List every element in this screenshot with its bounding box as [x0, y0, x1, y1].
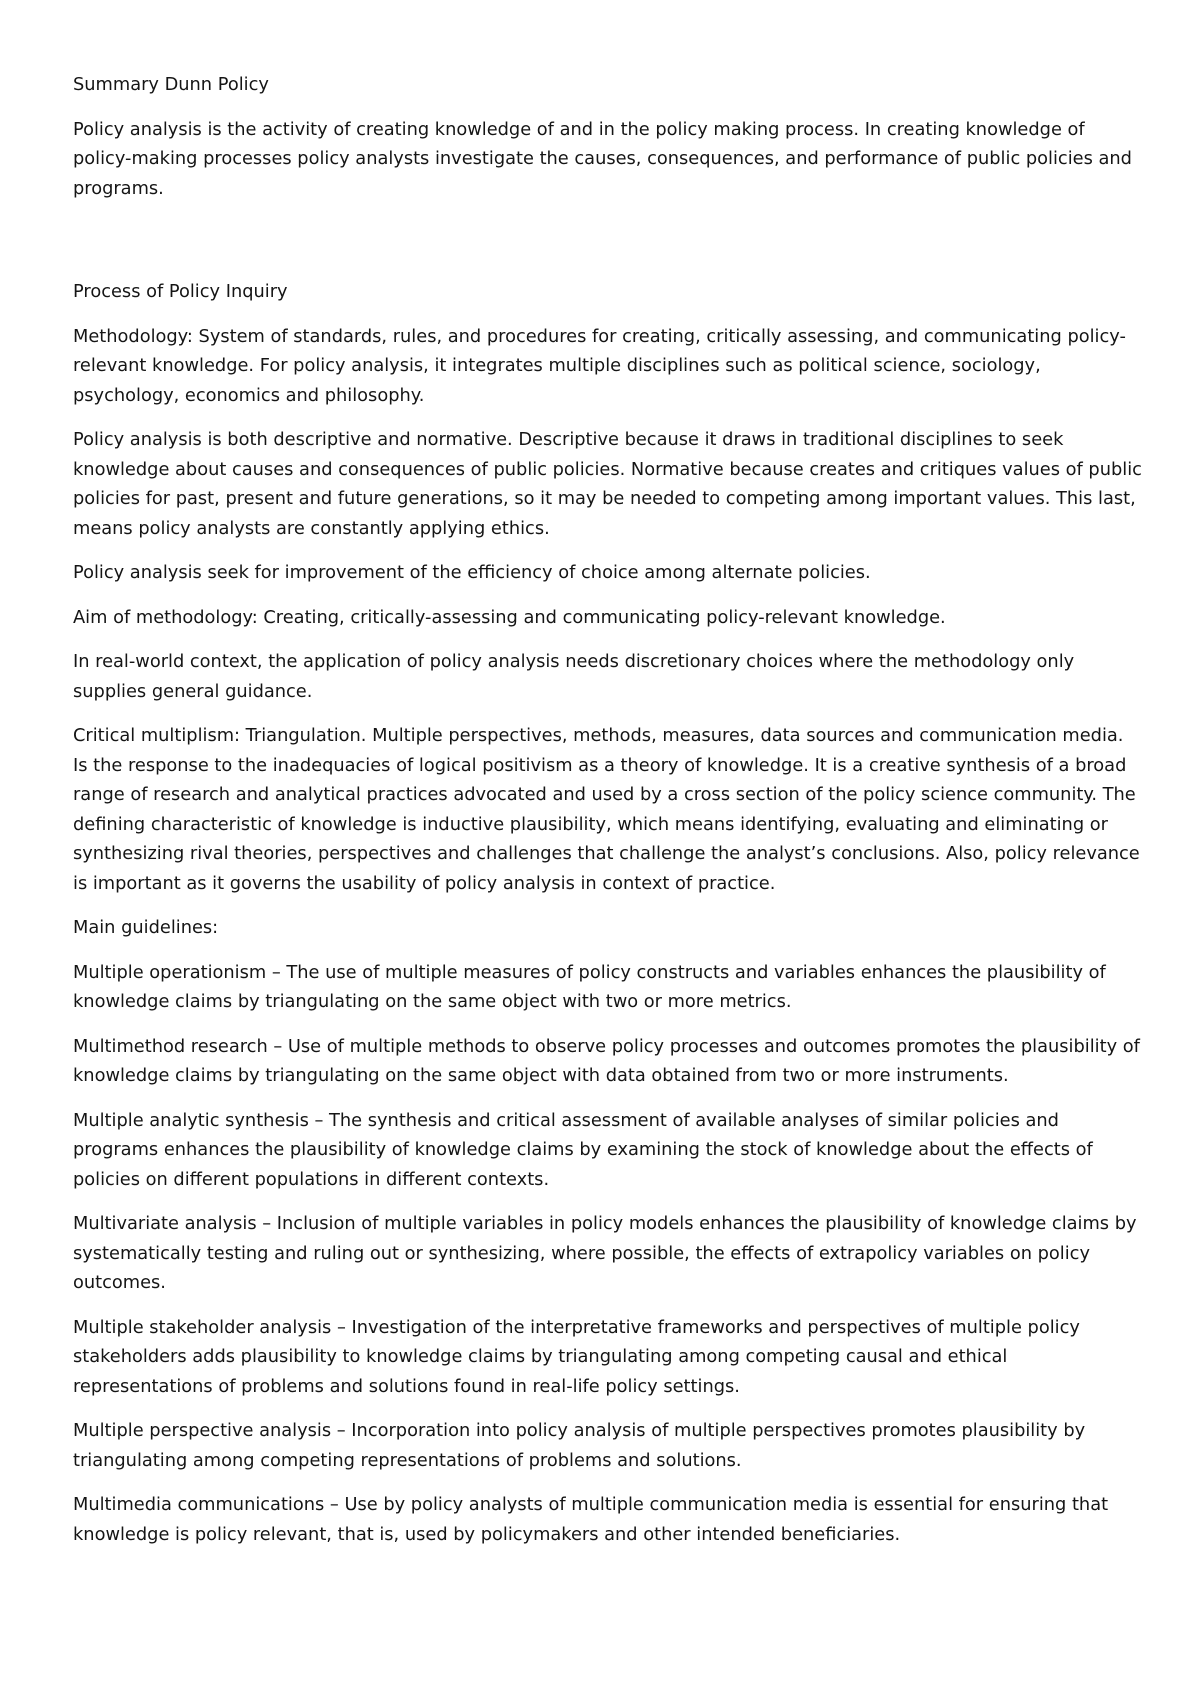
paragraph-descriptive-normative: Policy analysis is both descriptive and normative. Descriptive because it draws in traditional disciplines to seek knowledge about causes and consequences of public policies. Normative because creates and critiques values of public policies for past, present and future generations, so it may be needed to competing among important values. This last, means policy analysts are constantly applying ethics. — [73, 429, 1142, 539]
paragraph-multiple-perspective-analysis: Multiple perspective analysis – Incorporation into policy analysis of multiple perspectives promotes plausibility by triangulating among competing representations of problems and solutions. — [73, 1420, 1086, 1471]
paragraph-multivariate-analysis: Multivariate analysis – Inclusion of multiple variables in policy models enhances the plausibility of knowledge claims by systematically testing and ruling out or synthesizing, where possible, the effects of extrapolicy variables on policy outcomes. — [73, 1213, 1137, 1293]
paragraph-main-guidelines: Main guidelines: — [73, 917, 219, 938]
section-heading: Process of Policy Inquiry — [73, 281, 288, 302]
paragraph-critical-multiplism: Critical multiplism: Triangulation. Multiple perspectives, methods, measures, data sources and communication media. Is the response to the inadequacies of logical positivism as a theory of knowledge. It is a creative synthesis of a broad range of research and analytical practices advocated and used by a cross section of the policy science community. The defining characteristic of knowledge is inductive plausibility, which means identifying, evaluating and eliminating or synthesizing rival theories, perspectives and challenges that challenge the analyst’s conclusions. Also, policy relevance is important as it governs the usability of policy analysis in context of practice. — [73, 725, 1140, 894]
paragraph-multiple-stakeholder-analysis: Multiple stakeholder analysis – Investigation of the interpretative frameworks and perspectives of multiple policy stakeholders adds plausibility to knowledge claims by triangulating among competing causal and ethical representations of problems and solutions found in real-life policy settings. — [73, 1316, 1080, 1397]
paragraph-efficiency: Policy analysis seek for improvement of the efficiency of choice among alternate policies. — [73, 562, 871, 583]
paragraph-methodology: Methodology: System of standards, rules, and procedures for creating, critically assessing, and communicating policy-relevant knowledge. For policy analysis, it integrates multiple disciplines such as political science, sociology, psychology, economics and philosophy. — [73, 325, 1126, 406]
paragraph-multiple-operationism: Multiple operationism – The use of multiple measures of policy constructs and variables enhances the plausibility of knowledge claims by triangulating on the same object with two or more metrics. — [73, 961, 1106, 1012]
paragraph-multiple-analytic-synthesis: Multiple analytic synthesis – The synthesis and critical assessment of available analyses of similar policies and programs enhances the plausibility of knowledge claims by examining the stock of knowledge about the effects of policies on different populations in different contexts. — [73, 1109, 1093, 1190]
paragraph-aim-of-methodology: Aim of methodology: Creating, critically-assessing and communicating policy-relevant knowledge. — [73, 606, 946, 628]
paragraph-multimethod-research: Multimethod research – Use of multiple methods to observe policy processes and outcomes promotes the plausibility of knowledge claims by triangulating on the same object with data obtained from two or more instruments. — [73, 1035, 1140, 1086]
document-title: Summary Dunn Policy — [73, 74, 269, 95]
paragraph-multimedia-communications: Multimedia communications – Use by policy analysts of multiple communication media is essential for ensuring that knowledge is policy relevant, that is, used by policymakers and other intended beneficiaries. — [73, 1494, 1109, 1545]
document-page — [73, 70, 1143, 1564]
intro-paragraph: Policy analysis is the activity of creating knowledge of and in the policy making process. In creating knowledge of policy-making processes policy analysts investigate the causes, consequences, and performance of public policies and programs. — [73, 118, 1132, 199]
paragraph-real-world-context: In real-world context, the application of policy analysis needs discretionary choices where the methodology only supplies general guidance. — [73, 651, 1075, 702]
